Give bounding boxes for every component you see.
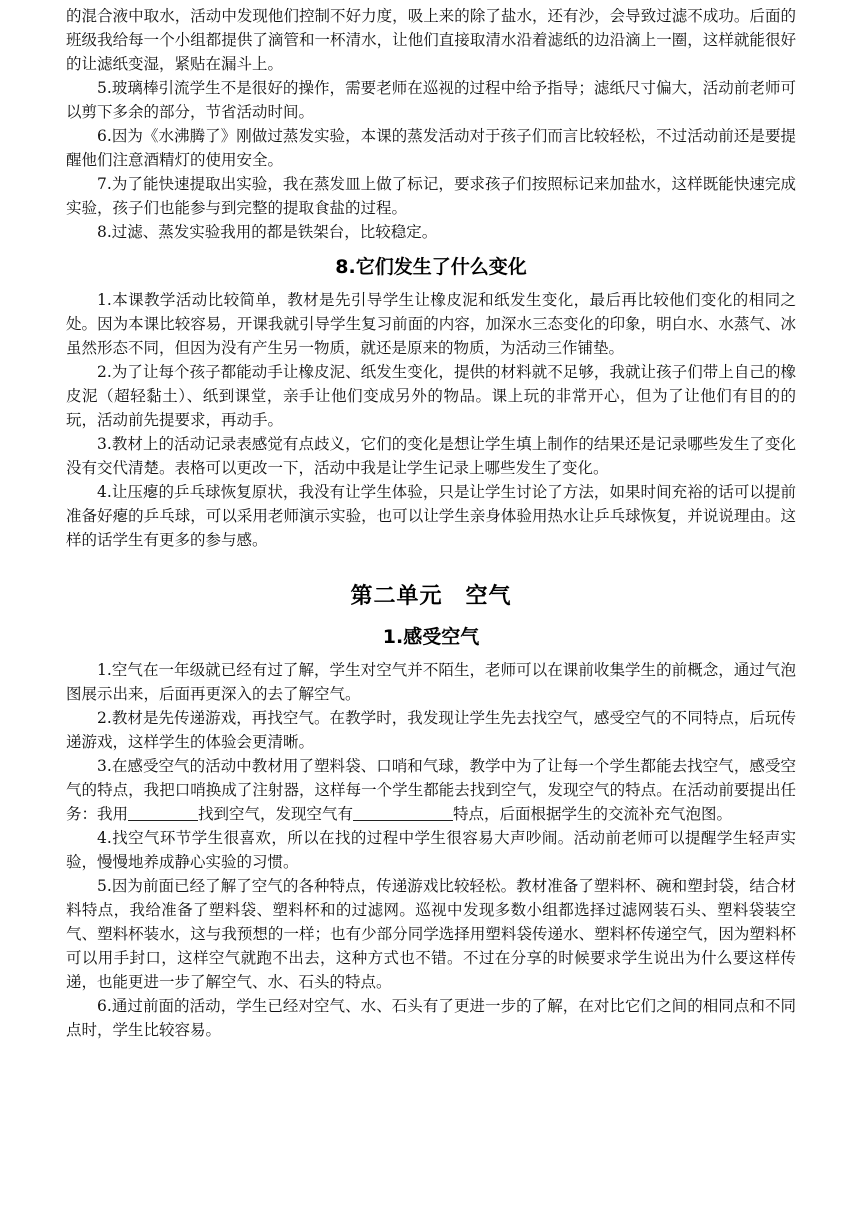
paragraph-continued: 的混合液中取水，活动中发现他们控制不好力度，吸上来的除了盐水，还有沙，会导致过滤不成功。后面的班级我给每一个小组都提供了滴管和一杯清水，让他们直接取清水沿着滤纸的边沿滴上一圈，这样就能很好的让滤纸变湿，紧贴在漏斗上。 [66,7,796,73]
fill-blank-line [353,804,453,821]
unit-2-lesson-1-paragraph-6: 6.通过前面的活动，学生已经对空气、水、石头有了更进一步的了解，在对比它们之间的相同点和不同点时，学生比较容易。 [66,997,796,1039]
lesson-8-heading: 8.它们发生了什么变化 [335,256,527,278]
lesson-8-paragraph-1: 1.本课教学活动比较简单，教材是先引导学生让橡皮泥和纸发生变化，最后再比较他们变化的相同之处。因为本课比较容易，开课我就引导学生复习前面的内容，加深水三态变化的印象，明白水、水蒸气、冰虽然形态不同，但因为没有产生另一物质，就还是原来的物质，为活动三作铺垫。 [66,291,796,357]
unit-2-lesson-1-paragraph-2: 2.教材是先传递游戏，再找空气。在教学时，我发现让学生先去找空气，感受空气的不同特点，后玩传递游戏，这样学生的体验会更清晰。 [66,709,796,751]
unit-2-lesson-1-paragraph-1: 1.空气在一年级就已经有过了解，学生对空气并不陌生，老师可以在课前收集学生的前概念，通过气泡图展示出来，后面再更深入的去了解空气。 [66,661,796,703]
paragraph-3-part-a: 3.在感受空气的活动中教材用了塑料袋、口哨和气球，教学中为了让每一个学生都能去找空气，感受空气的特点，我把口哨换成了注射器，这样每一个学生都能去找到空气，发现空气的特点。在活动前要提出任务：我用 [66,757,796,823]
unit-2-lesson-1-paragraph-5: 5.因为前面已经了解了空气的各种特点，传递游戏比较轻松。教材准备了塑料杯、碗和塑封袋，结合材料特点，我给准备了塑料袋、塑料杯和的过滤网。巡视中发现多数小组都选择过滤网装石头、塑料袋装空气、塑料杯装水，这与我预想的一样；也有少部分同学选择用塑料袋传递水、塑料杯传递空气，因为塑料杯可以用手封口，这样空气就跑不出去，这种方式也不错。不过在分享的时候要求学生说出为什么要这样传递，也能更进一步了解空气、水、石头的特点。 [66,877,796,991]
paragraph-item-8: 8.过滤、蒸发实验我用的都是铁架台，比较稳定。 [97,223,438,241]
unit-2-lesson-1-heading: 1.感受空气 [382,626,480,648]
paragraph-item-5: 5.玻璃棒引流学生不是很好的操作，需要老师在巡视的过程中给予指导；滤纸尺寸偏大，活动前老师可以剪下多余的部分，节省活动时间。 [66,79,796,121]
paragraph-3-part-c: 特点，后面根据学生的交流补充气泡图。 [453,805,733,823]
lesson-8-paragraph-2: 2.为了让每个孩子都能动手让橡皮泥、纸发生变化，提供的材料就不足够，我就让孩子们带上自己的橡皮泥（超轻黏土）、纸到课堂，亲手让他们变成另外的物品。课上玩的非常开心，但为了让他们有目的的玩，活动前先提要求，再动手。 [66,363,796,429]
unit-2-lesson-1-paragraph-4: 4.找空气环节学生很喜欢，所以在找的过程中学生很容易大声吵闹。活动前老师可以提醒学生轻声实验，慢慢地养成静心实验的习惯。 [66,829,796,871]
lesson-8-paragraph-4: 4.让压瘪的乒乓球恢复原状，我没有让学生体验，只是让学生讨论了方法，如果时间充裕的话可以提前准备好瘪的乒乓球，可以采用老师演示实验，也可以让学生亲身体验用热水让乒乓球恢复，并说说理由。这样的话学生有更多的参与感。 [66,483,796,549]
unit-2-heading: 第二单元 空气 [350,584,512,609]
document-page [66,4,796,1042]
unit-2-lesson-1-paragraph-3 [66,754,796,826]
paragraph-item-7: 7.为了能快速提取出实验，我在蒸发皿上做了标记，要求孩子们按照标记来加盐水，这样既能快速完成实验，孩子们也能参与到完整的提取食盐的过程。 [66,175,796,217]
paragraph-3-part-b: 找到空气，发现空气有 [198,805,354,823]
fill-blank-line [128,804,198,821]
lesson-8-paragraph-3: 3.教材上的活动记录表感觉有点歧义，它们的变化是想让学生填上制作的结果还是记录哪些发生了变化没有交代清楚。表格可以更改一下，活动中我是让学生记录上哪些发生了变化。 [66,435,796,477]
paragraph-item-6: 6.因为《水沸腾了》刚做过蒸发实验，本课的蒸发活动对于孩子们而言比较轻松，不过活动前还是要提醒他们注意酒精灯的使用安全。 [66,127,796,169]
